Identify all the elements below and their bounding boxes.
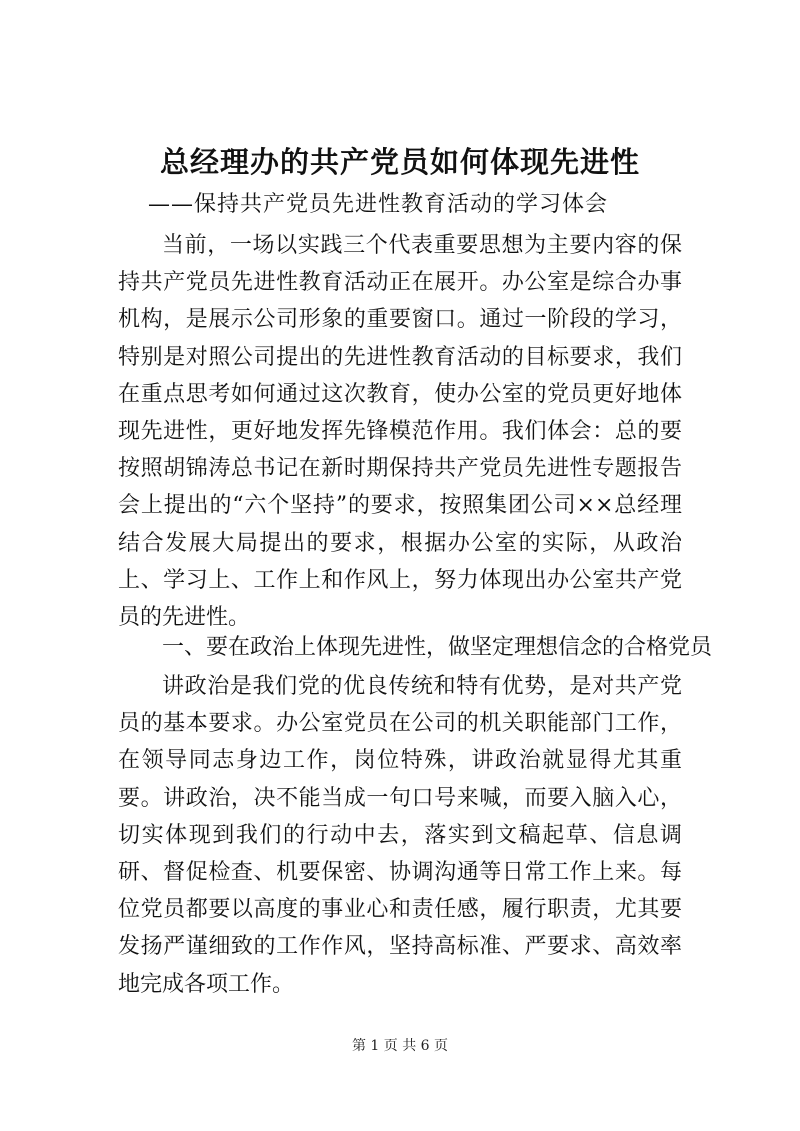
document-subtitle: ——保持共产党员先进性教育活动的学习体会 (148, 192, 609, 217)
page-number-footer: 第 1 页 共 6 页 (351, 1038, 449, 1054)
paragraph-politics: 讲政治是我们党的优良传统和特有优势，是对共产党员的基本要求。办公室党员在公司的机关职能部门工作，在领导同志身边工作，岗位特殊，讲政治就显得尤其重要。讲政治，决不能当成一句口号来喊，而要入脑入心，切实体现到我们的行动中去，落实到文稿起草、信息调研、督促检查、机要保密、协调沟通等日常工作上来。每位党员都要以高度的事业心和责任感，履行职责，尤其要发扬严谨细致的工作作风，坚持高标准、严要求、高效率地完成各项工作。 (118, 674, 682, 997)
paragraph-intro: 当前，一场以实践三个代表重要思想为主要内容的保持共产党员先进性教育活动正在展开。办公室是综合办事机构，是展示公司形象的重要窗口。通过一阶段的学习，特别是对照公司提出的先进性教育活动的目标要求，我们在重点思考如何通过这次教育，使办公室的党员更好地体现先进性，更好地发挥先锋模范作用。我们体会：总的要按照胡锦涛总书记在新时期保持共产党员先进性专题报告会上提出的“六个坚持”的要求，按照集团公司××总经理结合发展大局提出的要求，根据办公室的实际，从政治上、学习上、工作上和作风上，努力体现出办公室共产党员的先进性。 (118, 233, 682, 631)
section-heading-politics: 一、要在政治上体现先进性，做坚定理想信念的合格党员 (162, 635, 713, 660)
document-title: 总经理办的共产党员如何体现先进性 (159, 145, 640, 179)
